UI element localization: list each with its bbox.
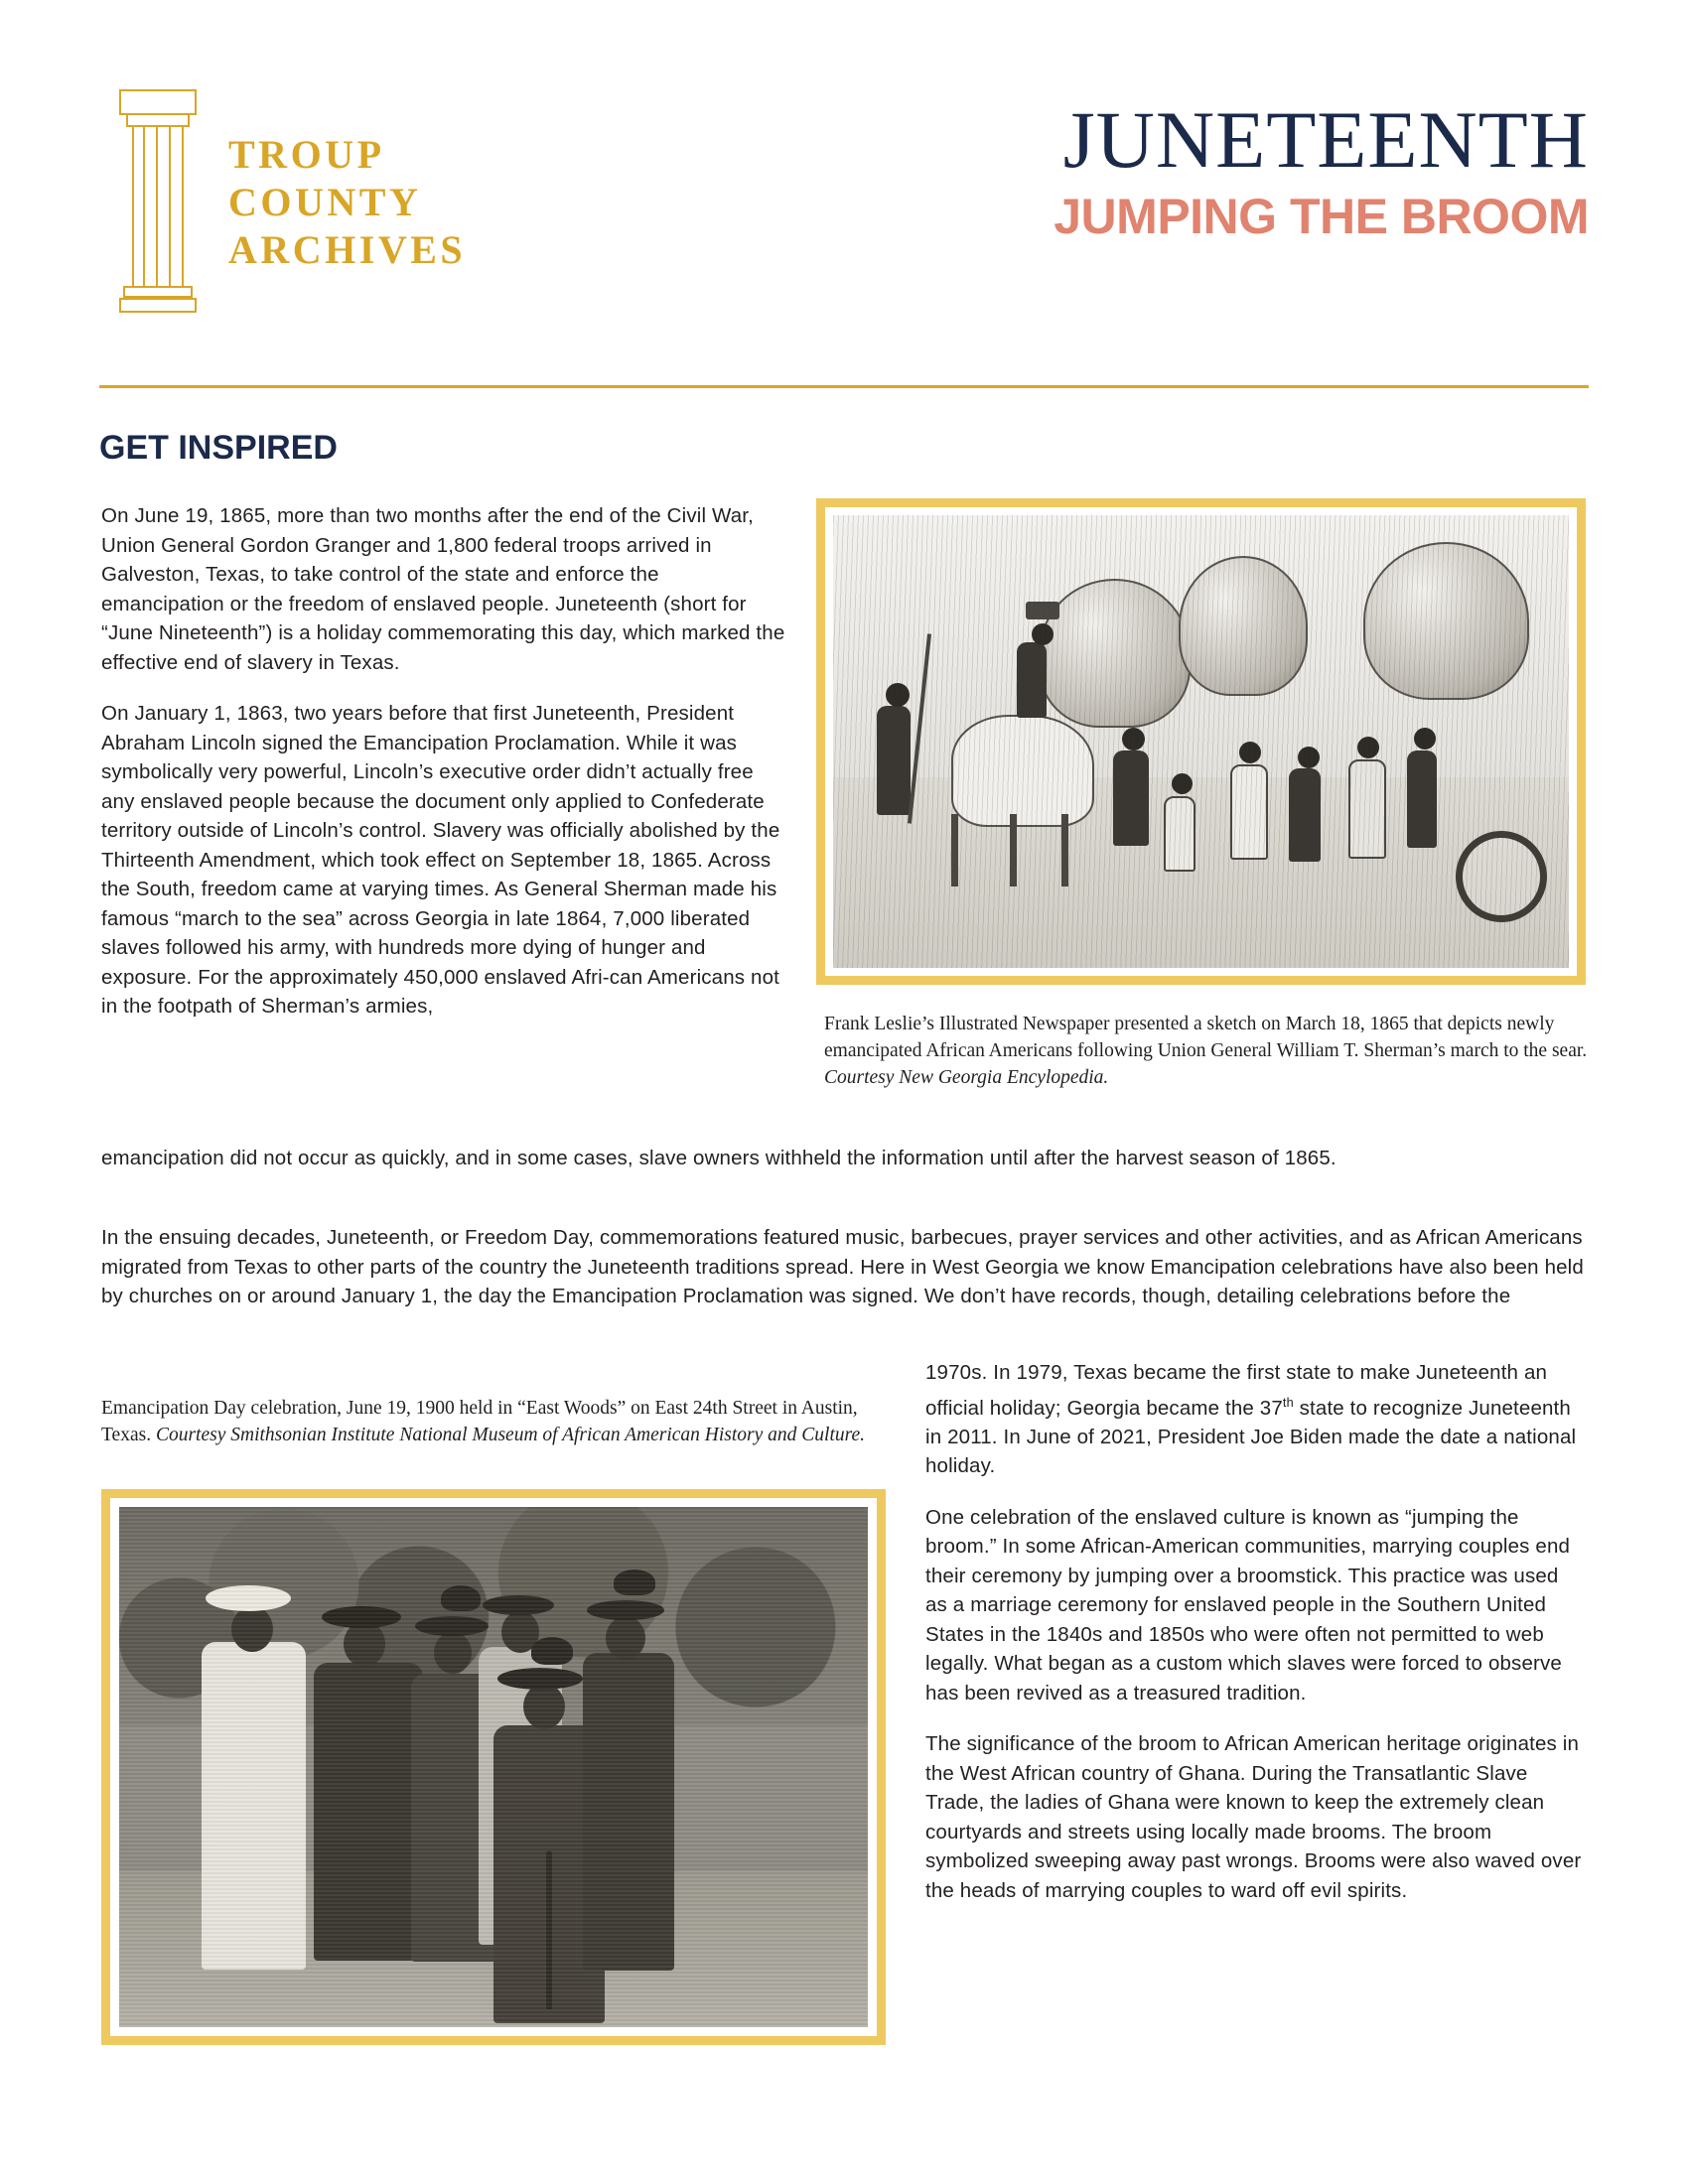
classical-column-icon [119,89,197,313]
figure-top-caption [824,1011,1589,1091]
paragraph-1: On June 19, 1865, more than two months after the end of the Civil War, Union General Gordon Granger and 1,800 federal troops arrived in Galveston, Texas, to take control of the state and enforce the emancipation or the freedom of enslaved people. Juneteenth (short for “June Nineteenth”) is a holiday commemorating this day, which marked the effective end of slavery in Texas. [101,504,785,674]
title-block [715,94,1589,246]
right-text-column [925,1358,1586,1927]
figure-top-caption-credit: Courtesy New Georgia Encylopedia. [824,1067,1109,1088]
paragraph-4-part-1: 1970s. In 1979, Texas became the first state to make Juneteenth an official holiday; Georgia became the 37 [925,1361,1548,1420]
historic-photograph [119,1507,868,2027]
paragraph-3: In the ensuing decades, Juneteenth, or Freedom Day, commemorations featured music, barbecues, prayer services and other activities, and as African Americans migrated from Texas to other parts of the country the Juneteenth traditions spread. Here in West Georgia we know Emancipation celebrations have also been held by churches on or around January 1, the day the Emancipation Proclamation was signed. We don’t have records, though, detailing celebrations before the [101,1226,1584,1307]
figure-bottom-caption [101,1395,886,1448]
paragraph-2: On January 1, 1863, two years before that first Juneteenth, President Abraham Lincoln signed the Emancipation Proclamation. While it was symbolically very powerful, Lincoln’s executive order didn’t actually free any enslaved people because the document only applied to Confederate territory outside of Lincoln’s control. Slavery was officially abolished by the Thirteenth Amendment, which took effect on September 18, 1865. Across the South, freedom came at varying times. As General Sherman made his famous “march to the sea” across Georgia in late 1864, 7,000 liberated slaves followed his army, with hundreds more dying of hunger and exposure. For the approximately 450,000 enslaved Afri-can Americans not in the footpath of Sherman’s armies, [101,702,780,1018]
engraving-illustration [833,515,1569,968]
logo-wordmark [228,131,466,274]
paragraph-4-part-2: state to recognize Juneteenth in 2011. In June of 2021, President Joe Biden made the date a national holiday. [925,1396,1577,1478]
paragraph-4 [925,1358,1586,1481]
paragraph-3-wrap [101,1223,1586,1333]
section-heading-get-inspired: GET INSPIRED [99,429,338,467]
figure-bottom-caption-text: Emancipation Day celebration, June 19, 1900 held in “East Woods” on East 24th Street in Austin, Texas. [101,1398,858,1445]
figure-top-engraving [816,498,1586,985]
header-divider [99,385,1589,388]
left-text-column [101,501,786,1043]
paragraph-4-ordinal-suffix: th [1282,1394,1294,1410]
figure-bottom-photo [101,1489,886,2045]
troup-county-archives-logo [109,89,556,318]
page-title: JUNETEENTH [1062,94,1589,185]
paragraph-2-continued: emancipation did not occur as quickly, and in some cases, slave owners withheld the information until after the harvest season of 1865. [101,1147,1336,1169]
logo-line-2: COUNTY [228,180,422,224]
paragraph-6: The significance of the broom to African American heritage originates in the West African country of Ghana. During the Transatlantic Slave Trade, the ladies of Ghana were known to keep the extremely clean courtyards and streets using locally made brooms. The broom symbolized sweeping away past wrongs. Brooms were also waved over the heads of marrying couples to ward off evil spirits. [925,1732,1582,1902]
paragraph-2-continued-wrap [101,1144,1586,1195]
figure-top-caption-text: Frank Leslie’s Illustrated Newspaper presented a sketch on March 18, 1865 that depicts newly emancipated African Americans following Union General William T. Sherman’s march to the sear. [824,1014,1588,1061]
paragraph-5: One celebration of the enslaved culture is known as “jumping the broom.” In some African-American communities, marrying couples end their ceremony by jumping over a broomstick. This practice was used as a marriage ceremony for enslaved people in the Southern United States in the 1840s and 1850s who were often not permitted to web legally. What began as a custom which slaves were forced to observe has been revived as a treasured tradition. [925,1505,1571,1705]
document-header [99,79,1589,328]
logo-line-1: TROUP [228,132,385,177]
logo-line-3: ARCHIVES [228,227,467,272]
figure-bottom-caption-credit: Courtesy Smithsonian Institute National Museum of African American History and Culture. [155,1425,866,1445]
page-subtitle: JUMPING THE BROOM [1054,189,1589,244]
